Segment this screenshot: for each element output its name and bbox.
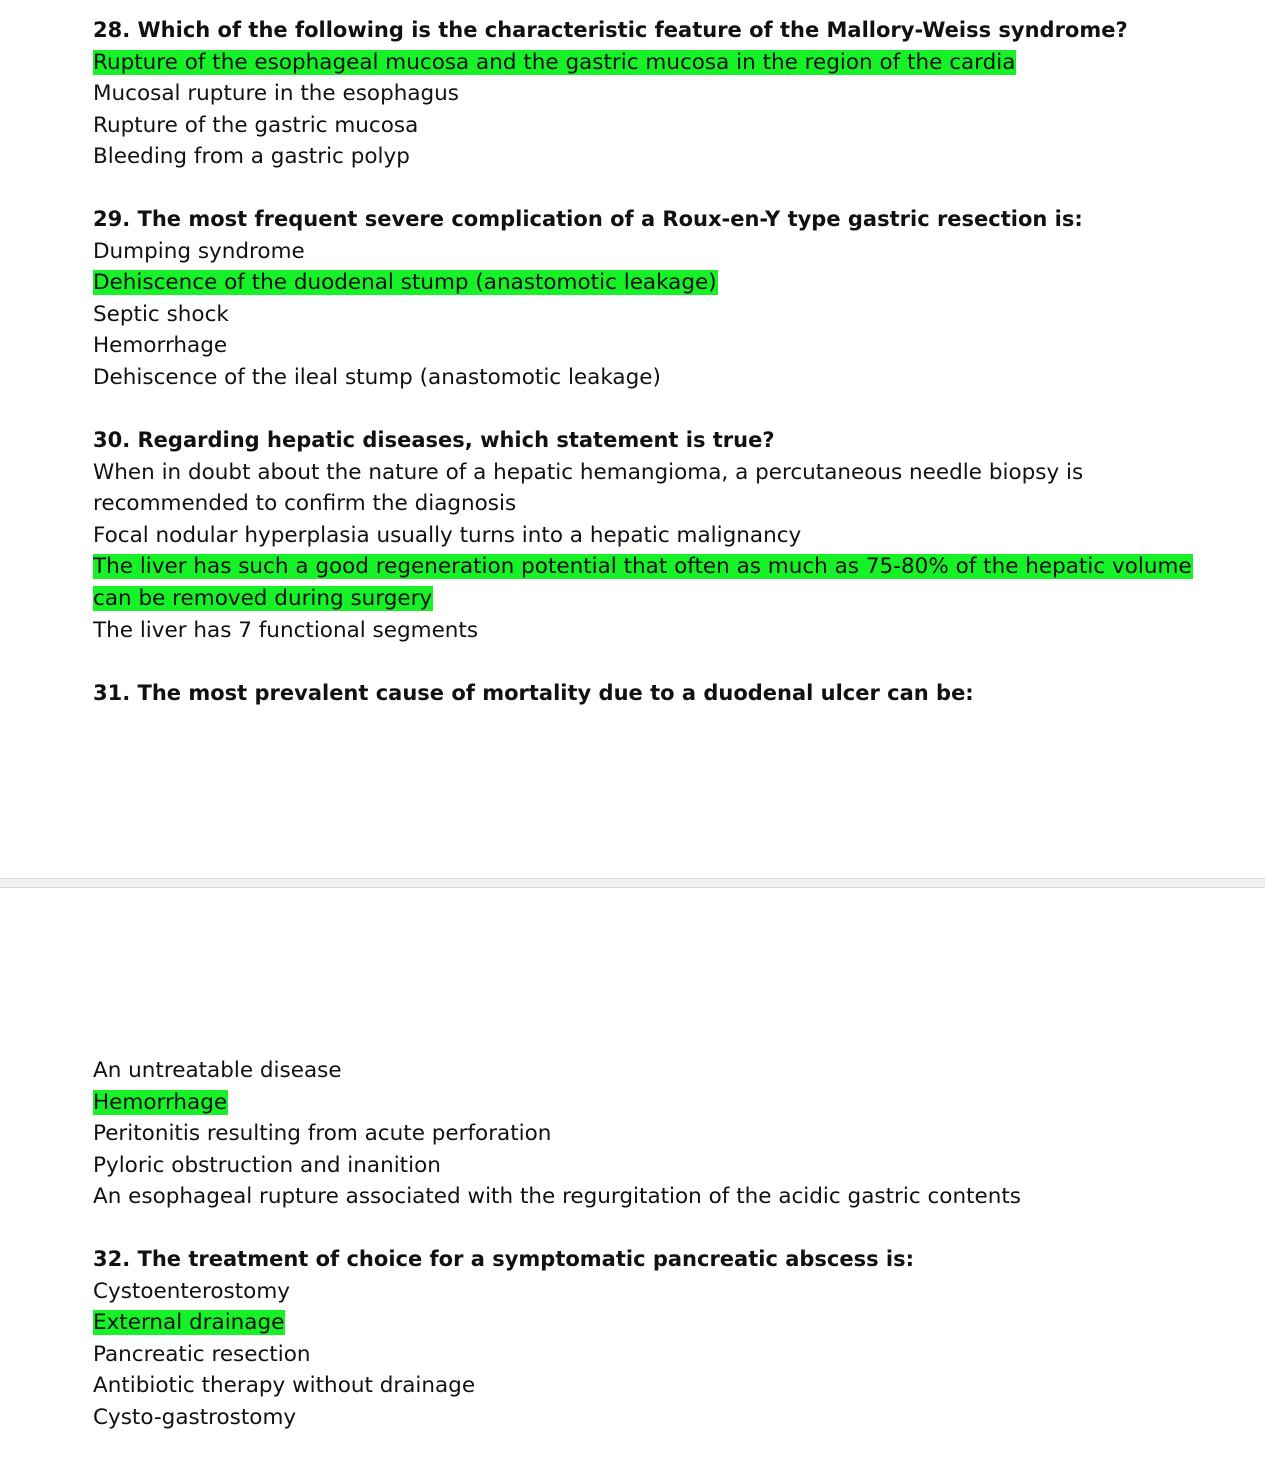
question-29 bbox=[93, 204, 1193, 394]
answer-option-correct: Rupture of the esophageal mucosa and the gastric mucosa in the region of the cardia bbox=[93, 49, 1016, 75]
answer-option: Mucosal rupture in the esophagus bbox=[93, 81, 459, 107]
answer-option: Pyloric obstruction and inanition bbox=[93, 1152, 441, 1178]
question-title: 29. The most frequent severe complication of a Roux-en-Y type gastric resection is: bbox=[93, 207, 1083, 231]
answer-option-correct: Dehiscence of the duodenal stump (anastomotic leakage) bbox=[93, 270, 717, 296]
answer-option: Septic shock bbox=[93, 301, 229, 327]
answer-option-correct-continued: can be removed during surgery bbox=[93, 585, 433, 611]
answer-option: An esophageal rupture associated with the regurgitation of the acidic gastric contents bbox=[93, 1184, 1021, 1210]
question-31-options bbox=[93, 1055, 1193, 1213]
answer-option: When in doubt about the nature of a hepatic hemangioma, a percutaneous needle biopsy is bbox=[93, 459, 1084, 485]
answer-option: Cystoenterostomy bbox=[93, 1278, 291, 1304]
answer-option: Dehiscence of the ileal stump (anastomotic leakage) bbox=[93, 364, 661, 390]
question-title: 28. Which of the following is the characteristic feature of the Mallory-Weiss syndrome? bbox=[93, 18, 1128, 42]
question-31 bbox=[93, 678, 1193, 710]
question-28 bbox=[93, 15, 1193, 173]
document-page-2 bbox=[0, 888, 1265, 1459]
answer-option: Pancreatic resection bbox=[93, 1341, 311, 1367]
answer-option: Hemorrhage bbox=[93, 333, 228, 359]
question-32 bbox=[93, 1244, 1193, 1434]
answer-option-continued: recommended to confirm the diagnosis bbox=[93, 491, 517, 517]
answer-option: Peritonitis resulting from acute perforation bbox=[93, 1121, 552, 1147]
question-title: 32. The treatment of choice for a symptomatic pancreatic abscess is: bbox=[93, 1247, 915, 1271]
page-break bbox=[0, 878, 1265, 888]
question-title: 30. Regarding hepatic diseases, which statement is true? bbox=[93, 428, 775, 452]
question-title: 31. The most prevalent cause of mortality due to a duodenal ulcer can be: bbox=[93, 681, 974, 705]
answer-option: An untreatable disease bbox=[93, 1058, 342, 1083]
answer-option-correct: The liver has such a good regeneration potential that often as much as 75-80% of the hepatic volume bbox=[93, 554, 1192, 580]
answer-option: The liver has 7 functional segments bbox=[93, 617, 479, 643]
answer-option-correct: Hemorrhage bbox=[93, 1089, 228, 1115]
answer-option: Antibiotic therapy without drainage bbox=[93, 1373, 476, 1399]
answer-option-correct: External drainage bbox=[93, 1310, 285, 1336]
answer-option: Cysto-gastrostomy bbox=[93, 1404, 297, 1430]
answer-option: Focal nodular hyperplasia usually turns into a hepatic malignancy bbox=[93, 522, 802, 548]
question-30 bbox=[93, 425, 1193, 646]
answer-option: Rupture of the gastric mucosa bbox=[93, 112, 419, 138]
answer-option: Bleeding from a gastric polyp bbox=[93, 144, 410, 170]
answer-option: Dumping syndrome bbox=[93, 238, 305, 264]
